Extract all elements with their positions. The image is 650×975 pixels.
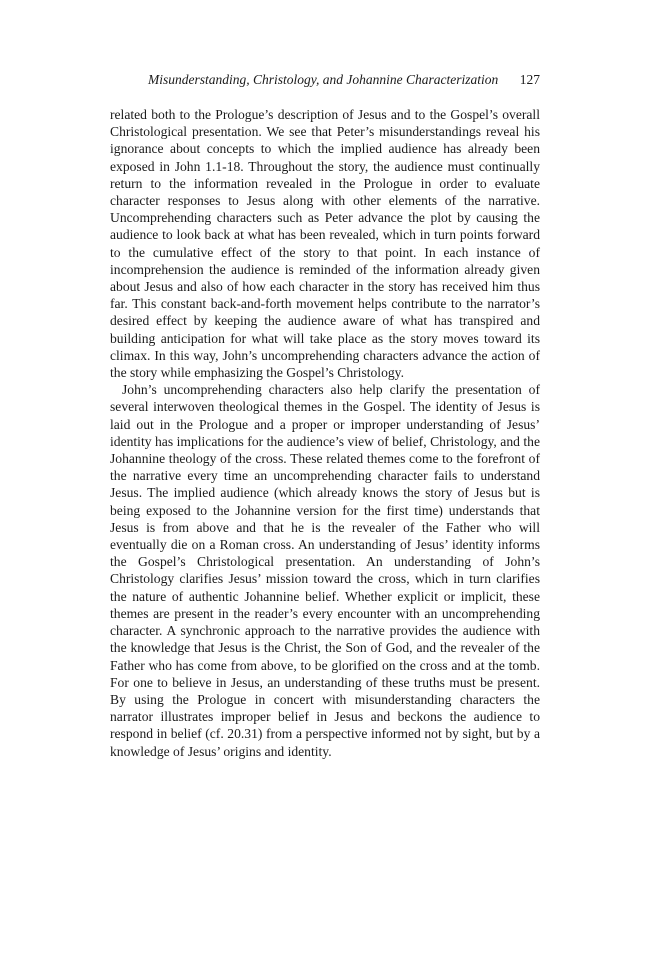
running-head — [110, 72, 540, 92]
running-title: Misunderstanding, Christology, and Johannine Characterization — [148, 72, 499, 87]
body-text — [110, 106, 540, 760]
paragraph-2: John’s uncomprehending characters also help clarify the presentation of several interwoven theological themes in the Gospel. The identity of Jesus is laid out in the Prologue and a proper or improper understanding of Jesus’ identity has implications for the audience’s view of belief, Christology, and the Johannine theology of the cross. These related themes come to the forefront of the narrative every time an uncomprehending character fails to understand Jesus. The implied audience (which already knows the story of Jesus but is being exposed to the Johannine version for the first time) understands that Jesus is from above and that he is the revealer of the Father who will eventually die on a Roman cross. An understanding of Jesus’ identity informs the Gospel’s Christological presentation. An understanding of John’s Christology clarifies Jesus’ mission toward the cross, which in turn clarifies the nature of authentic Johannine belief. Whether explicit or implicit, these themes are present in the reader’s every encounter with an uncomprehending character. A synchronic approach to the narrative provides the audience with the knowledge that Jesus is the Christ, the Son of God, and the revealer of the Father who has come from above, to be glorified on the cross and at the tomb. For one to believe in Jesus, an understanding of these truths must be present. By using the Prologue in concert with misunderstanding characters the narrator illustrates improper belief in Jesus and beckons the audience to respond in belief (cf. 20.31) from a perspective informed not by sight, but by a knowledge of Jesus’ origins and identity. — [110, 382, 540, 759]
paragraph-1: related both to the Prologue’s description of Jesus and to the Gospel’s overall Christological presentation. We see that Peter’s misunderstandings reveal his ignorance about concepts to which the implied audience has already been exposed in John 1.1-18. Throughout the story, the audience must continually return to the information revealed in the Prologue in order to evaluate character responses to Jesus along with other elements of the narrative. Uncomprehending characters such as Peter advance the plot by causing the audience to look back at what has been revealed, which in turn points forward to the cumulative effect of the story to that point. In each instance of incomprehension the audience is reminded of the information already given about Jesus and also of how each character in the story has received him thus far. This constant back-and-forth movement helps contribute to the narrator’s desired effect by keeping the audience aware of what has transpired and building anticipation for what will take place as the story moves toward its climax. In this way, John’s uncomprehending characters advance the action of the story while emphasizing the Gospel’s Christology. — [110, 107, 540, 381]
page-number: 127 — [519, 72, 540, 87]
